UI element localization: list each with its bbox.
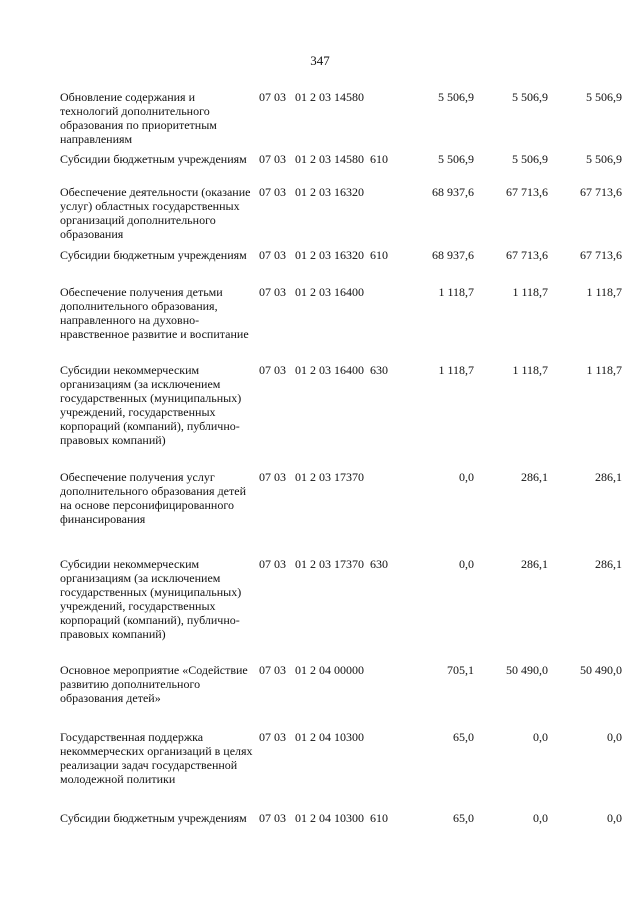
amount-year-2: 67 713,6 bbox=[506, 248, 548, 262]
amount-year-1: 68 937,6 bbox=[432, 185, 474, 199]
amount-year-3: 286,1 bbox=[595, 470, 622, 484]
amount-year-3: 67 713,6 bbox=[580, 185, 622, 199]
item-name: Субсидии бюджетным учреждениям bbox=[60, 811, 247, 825]
amount-year-2: 67 713,6 bbox=[506, 185, 548, 199]
amount-year-3: 50 490,0 bbox=[580, 663, 622, 677]
amount-year-3: 0,0 bbox=[607, 730, 622, 744]
amount-year-3: 0,0 bbox=[607, 811, 622, 825]
amount-year-2: 286,1 bbox=[521, 557, 548, 571]
amount-year-1: 705,1 bbox=[447, 663, 474, 677]
table-row bbox=[0, 152, 640, 185]
amount-year-1: 5 506,9 bbox=[438, 90, 474, 104]
table-row bbox=[0, 811, 640, 845]
amount-year-3: 5 506,9 bbox=[586, 152, 622, 166]
amount-year-3: 1 118,7 bbox=[586, 363, 622, 377]
item-codes: 07 03 01 2 04 10300 bbox=[259, 730, 364, 744]
item-name: Обеспечение получения услуг дополнительного образования детей на основе персонифицированного финансирования bbox=[60, 470, 246, 526]
table-row bbox=[0, 185, 640, 248]
amount-year-1: 0,0 bbox=[459, 470, 474, 484]
amount-year-3: 286,1 bbox=[595, 557, 622, 571]
amount-year-2: 1 118,7 bbox=[512, 285, 548, 299]
item-codes: 07 03 01 2 03 14580 bbox=[259, 90, 364, 104]
amount-year-2: 1 118,7 bbox=[512, 363, 548, 377]
page-number: 347 bbox=[310, 53, 330, 68]
item-codes: 07 03 01 2 03 17370 bbox=[259, 470, 364, 484]
item-name: Субсидии некоммерческим организациям (за исключением государственных (муниципальных) учреждений, государственных корпораций (компаний), публично-правовых компаний) bbox=[60, 557, 242, 641]
item-name: Обновление содержания и технологий дополнительного образования по приоритетным направлениям bbox=[60, 90, 217, 146]
amount-year-2: 5 506,9 bbox=[512, 152, 548, 166]
amount-year-1: 0,0 bbox=[459, 557, 474, 571]
amount-year-1: 65,0 bbox=[453, 730, 474, 744]
item-name: Обеспечение получения детьми дополнительного образования, направленного на духовно-нравственное развитие и воспитание bbox=[60, 285, 249, 341]
item-codes: 07 03 01 2 03 14580 610 bbox=[259, 152, 388, 166]
amount-year-1: 65,0 bbox=[453, 811, 474, 825]
amount-year-3: 5 506,9 bbox=[586, 90, 622, 104]
table-row bbox=[0, 363, 640, 470]
item-codes: 07 03 01 2 03 17370 630 bbox=[259, 557, 388, 571]
amount-year-1: 1 118,7 bbox=[438, 363, 474, 377]
item-name: Субсидии некоммерческим организациям (за исключением государственных (муниципальных) учреждений, государственных корпораций (компаний), публично-правовых компаний) bbox=[60, 363, 242, 447]
item-codes: 07 03 01 2 03 16400 630 bbox=[259, 363, 388, 377]
amount-year-3: 1 118,7 bbox=[586, 285, 622, 299]
item-name: Обеспечение деятельности (оказание услуг) областных государственных организаций дополнительного образования bbox=[60, 185, 251, 241]
item-name: Государственная поддержка некоммерческих организаций в целях реализации задач государственной молодежной политики bbox=[60, 730, 253, 786]
table-row bbox=[0, 470, 640, 557]
item-codes: 07 03 01 2 03 16320 bbox=[259, 185, 364, 199]
amount-year-1: 68 937,6 bbox=[432, 248, 474, 262]
amount-year-1: 1 118,7 bbox=[438, 285, 474, 299]
budget-table bbox=[0, 90, 640, 845]
amount-year-2: 50 490,0 bbox=[506, 663, 548, 677]
amount-year-2: 286,1 bbox=[521, 470, 548, 484]
amount-year-2: 5 506,9 bbox=[512, 90, 548, 104]
item-codes: 07 03 01 2 04 10300 610 bbox=[259, 811, 388, 825]
amount-year-3: 67 713,6 bbox=[580, 248, 622, 262]
table-row bbox=[0, 730, 640, 811]
amount-year-2: 0,0 bbox=[533, 730, 548, 744]
item-name: Основное мероприятие «Содействие развитию дополнительного образования детей» bbox=[60, 663, 248, 705]
item-codes: 07 03 01 2 03 16320 610 bbox=[259, 248, 388, 262]
amount-year-1: 5 506,9 bbox=[438, 152, 474, 166]
item-name: Субсидии бюджетным учреждениям bbox=[60, 248, 247, 262]
table-row bbox=[0, 663, 640, 730]
item-codes: 07 03 01 2 04 00000 bbox=[259, 663, 364, 677]
item-name: Субсидии бюджетным учреждениям bbox=[60, 152, 247, 166]
table-row bbox=[0, 248, 640, 285]
amount-year-2: 0,0 bbox=[533, 811, 548, 825]
table-row bbox=[0, 90, 640, 152]
table-row bbox=[0, 285, 640, 363]
item-codes: 07 03 01 2 03 16400 bbox=[259, 285, 364, 299]
table-row bbox=[0, 557, 640, 663]
